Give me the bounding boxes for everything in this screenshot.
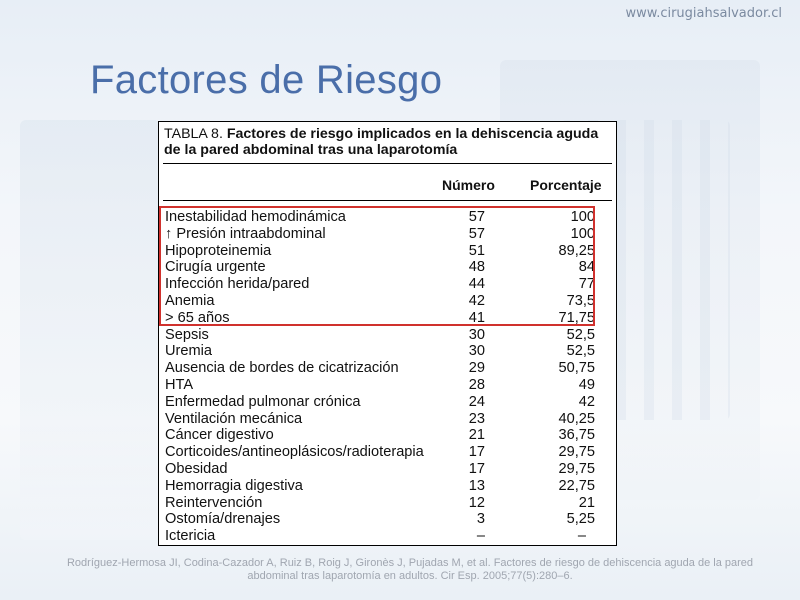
table-row [163,310,612,327]
numero-cell: 41 [468,309,485,326]
porcentaje-cell: 40,25 [558,410,595,427]
citation [60,557,760,582]
table-body [163,209,612,545]
porcentaje-cell: 21 [578,494,595,511]
table-row [163,327,612,344]
table-row [163,411,612,428]
factor-cell: Uremia [165,343,213,360]
porcentaje-cell: 84 [578,259,595,276]
porcentaje-cell: 52,5 [566,326,595,343]
factor-cell: Obesidad [165,460,228,477]
porcentaje-cell: 100 [570,209,595,225]
table-divider-top [163,163,612,164]
table-row [163,360,612,377]
porcentaje-cell: 22,75 [558,477,595,494]
numero-cell: 51 [468,242,485,259]
background-left-wall [20,120,160,540]
factor-cell: Inestabilidad hemodinámica [165,209,346,225]
numero-cell: 29 [468,360,485,377]
porcentaje-cell: 71,75 [558,309,595,326]
column-header-porcentaje: Porcentaje [530,177,602,193]
table-row [163,226,612,243]
porcentaje-cell: 73,5 [566,292,595,309]
site-url: www.cirugiahsalvador.cl [625,6,782,21]
factor-cell: Sepsis [165,326,209,343]
numero-cell: 17 [468,460,485,477]
factor-cell: Infección herida/pared [165,276,310,293]
porcentaje-cell: 29,75 [558,444,595,461]
porcentaje-cell: 29,75 [558,460,595,477]
numero-cell: 57 [468,209,485,225]
porcentaje-cell: 52,5 [566,343,595,360]
porcentaje-cell: 77 [578,276,595,293]
factor-cell: Ventilación mecánica [165,410,303,427]
table-caption [164,126,609,158]
table-divider-header [163,200,612,201]
factor-cell: Reintervención [165,494,263,511]
porcentaje-cell: 36,75 [558,427,595,444]
column-header-numero: Número [442,177,495,193]
numero-cell: 24 [468,393,485,410]
factor-cell: Ictericia [165,528,216,545]
page-title: Factores de Riesgo [90,58,443,102]
table-row [163,377,612,394]
factor-cell: HTA [165,376,194,393]
numero-cell: 44 [468,276,485,293]
factor-cell: Ostomía/drenajes [165,511,281,528]
factor-cell: Hipoproteinemia [165,242,272,259]
numero-cell: – [476,528,485,545]
table-row [163,478,612,495]
table-row [163,461,612,478]
table-row [163,293,612,310]
numero-cell: 23 [468,410,485,427]
table-row [163,343,612,360]
numero-cell: 30 [468,343,485,360]
factor-cell: Anemia [165,292,215,309]
numero-cell: 13 [468,477,485,494]
factor-cell: ↑ Presión intraabdominal [165,225,326,242]
porcentaje-cell: 5,25 [566,511,595,528]
table-row [163,259,612,276]
numero-cell: 42 [468,292,485,309]
risk-factors-table [158,121,617,546]
factor-cell: Corticoides/antineoplásicos/radioterapia [165,444,424,461]
factor-cell: Cáncer digestivo [165,427,274,444]
factor-cell: Ausencia de bordes de cicatrización [165,360,399,377]
numero-cell: 3 [476,511,485,528]
citation-line-2: abdominal tras laparotomía en adultos. Cir Esp. 2005;77(5):280–6. [247,569,573,582]
table-row [163,276,612,293]
table-row [163,444,612,461]
numero-cell: 12 [468,494,485,511]
numero-cell: 30 [468,326,485,343]
table-caption-label: TABLA 8. [164,126,223,142]
factor-cell: > 65 años [165,309,230,326]
factor-cell: Enfermedad pulmonar crónica [165,393,361,410]
porcentaje-cell: – [577,528,586,545]
table-row [163,511,612,528]
numero-cell: 57 [468,225,485,242]
numero-cell: 28 [468,376,485,393]
table-row [163,243,612,260]
numero-cell: 21 [468,427,485,444]
table-row [163,209,612,226]
table-row [163,427,612,444]
porcentaje-cell: 49 [578,376,595,393]
porcentaje-cell: 50,75 [558,360,595,377]
factor-cell: Hemorragia digestiva [165,477,303,494]
table-row [163,394,612,411]
porcentaje-cell: 89,25 [558,242,595,259]
factor-cell: Cirugía urgente [165,259,266,276]
citation-line-1: Rodríguez-Hermosa JI, Codina-Cazador A, Ruiz B, Roig J, Gironès J, Pujadas M, et al. Factores de riesgo de dehiscencia aguda de la pared [66,557,754,569]
numero-cell: 48 [468,259,485,276]
porcentaje-cell: 100 [570,225,595,242]
table-row [163,495,612,512]
table-row [163,528,612,545]
porcentaje-cell: 42 [578,393,595,410]
table-caption-text: Factores de riesgo implicados en la dehiscencia aguda de la pared abdominal tras una laparotomía [164,126,599,158]
numero-cell: 17 [468,444,485,461]
